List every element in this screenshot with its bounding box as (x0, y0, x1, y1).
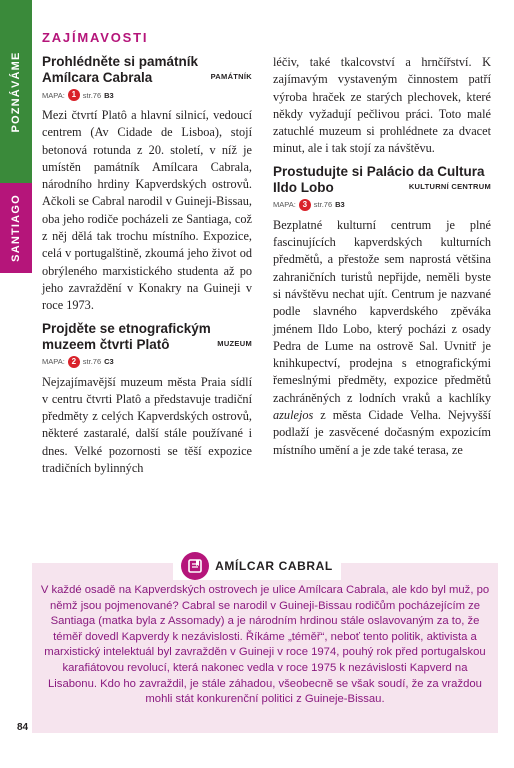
page-number: 84 (17, 722, 29, 733)
map-grid: B3 (335, 200, 345, 210)
entry-text-italic: azulejos (273, 408, 314, 423)
map-page: str.76 (82, 357, 102, 367)
map-reference (42, 356, 252, 368)
map-label: MAPA: (42, 90, 65, 100)
entry-text-part: z města Cidade Velha. Nejvyšší podlaží je zasvěcené dočasným expozicím místního umění a je zde také terasa, ze (273, 408, 491, 457)
map-page: str.76 (82, 90, 102, 100)
entry-title (273, 164, 491, 196)
entry-title-line: Prohlédněte si památník (42, 54, 199, 69)
entry-title-line: Prostudujte si Palácio da Cultura (273, 163, 485, 179)
map-grid: B3 (104, 90, 114, 100)
map-marker-icon: 2 (68, 356, 80, 368)
entry-category-tag: KULTURNÍ CENTRUM (408, 181, 491, 191)
info-box-title-badge (173, 552, 341, 580)
entry-category-tag: MUZEUM (217, 338, 252, 348)
info-box-text: V každé osadě na Kapverdských ostrovech je ulice Amílcara Cabrala, ale kdo byl muž, po němž jsou pojmenované? Cabral se narodil v Guineji-Bissau rodičům pocházejícím ze Santiaga (matka byla z Assomady) a je národním hrdinou stále oslavovaným za to, že téměř dovedl Kapverdy k nezávislosti. Říkáme „téměř“, neboť tento politik, aktivista a marxistický intelektuál byl zavražděn v Guineji v roce 1974, pouhý rok před portugalskou karafiátovou revolucí, která nakonec vedla v roce 1975 k nezávislosti Kapverd na Lisabonu. Kdo ho zavraždil, je stále záhadou, všeobecně se však soudí, že za vraždou mohli stát konkurenční politici z Guineje-Bissau. (40, 584, 490, 706)
info-box-title: AMÍLCAR CABRAL (215, 559, 333, 573)
map-label: MAPA: (273, 200, 296, 210)
entry-text-continuation: léčiv, také tkalcovství a hrnčířství. K zajímavým vystaveným činnostem patří výroba hraček ze starých plechovek, které někdy vyžadují pečlivou práci. Toto malé zatuchlé muzeum si prohlédnete za dvacet minut, ale i tak stojí za návštěvu. (273, 55, 491, 156)
section-title: ZAJÍMAVOSTI (42, 30, 149, 45)
book-icon (181, 552, 209, 580)
sidebar-label-top: POZNÁVÁME (10, 51, 22, 133)
entry-title (42, 54, 252, 86)
entry-title-line: muzeem čtvrti Platô (42, 336, 170, 352)
map-label: MAPA: (42, 357, 65, 367)
entry-text-part: Bezplatné kulturní centrum je plné fascinujících kapverdských kulturních předmětů, a přestože sem naprostá většina zahraničních turistů nepřijde, neměli byste si návštěvu nechat ujít. Centrum je nazvané podle slavného kapverdského zpěváka jménem Ildo Lobo, který pocházi z osady Pedra de Lume na ostrově Sal. Uvnitř je knihkupectví, prodejna s etnografickými řemeslnými předměty, expozice předmětů zachráněných z lodních vraků a kachlíky (273, 217, 491, 405)
map-page: str.76 (313, 200, 333, 210)
entry-title-line: Projděte se etnografickým (42, 320, 211, 336)
sidebar (0, 0, 32, 273)
entry-title-line: Ildo Lobo (273, 179, 334, 195)
sidebar-section-tab (0, 0, 32, 183)
map-marker-icon: 3 (299, 199, 311, 211)
entry-text (273, 217, 491, 459)
map-reference (42, 89, 252, 101)
entry-category-tag: PAMÁTNÍK (210, 72, 252, 81)
entry-title (42, 321, 252, 353)
left-column (42, 54, 252, 477)
right-column (273, 54, 491, 459)
sidebar-location-tab (0, 183, 32, 273)
entry-text: Mezi čtvrtí Platô a hlavní silnicí, vedoucí centrem (Av Cidade de Lisboa), stojí betonová rotunda z 20. století, v níž je umístěn památník Amílcara Cabrala, národního hrdiny Kapverdských ostrovů. Ačkoli se Cabral narodil v Guineji-Bissau, oba jeho rodiče pocházeli ze Santiaga, což z něj dělá tak trochu místního. Expozice, celá v portugalštině, zkoumá jeho život od obrýleného marxistického studenta až po jeho zavraždění v Konakry na Guineji v roce 1973. (42, 108, 252, 313)
sidebar-label-bottom: SANTIAGO (10, 194, 22, 262)
entry-text: Nejzajímavější muzeum města Praia sídlí v centru čtvrti Platô a představuje tradiční předměty z celých Kapverdských ostrovů, některé zastaralé, další stále používané i dnes. Velké pozornosti se těší expozice tradičních bylinných (42, 374, 252, 476)
map-marker-icon: 1 (68, 89, 80, 101)
map-reference (273, 199, 491, 211)
map-grid: C3 (104, 357, 114, 367)
entry-title-line: Amílcara Cabrala (42, 70, 153, 85)
